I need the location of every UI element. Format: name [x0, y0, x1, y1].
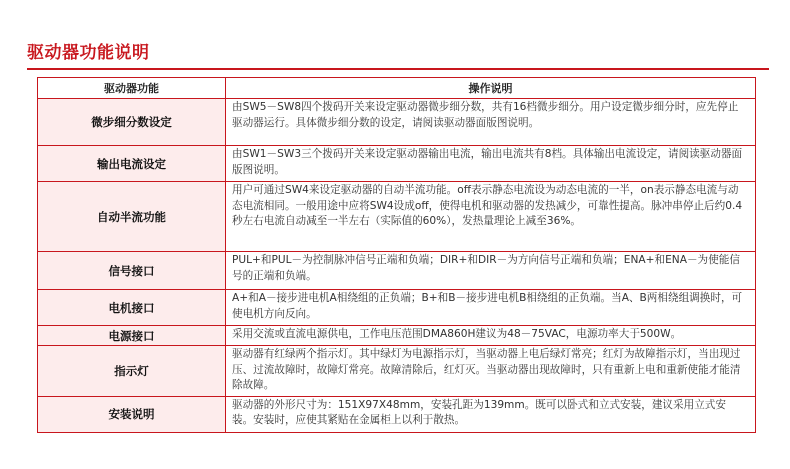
function-label: 自动半流功能 — [38, 182, 226, 252]
table-header-row — [38, 78, 756, 99]
table-row — [38, 146, 756, 182]
table-row — [38, 99, 756, 146]
table-row — [38, 290, 756, 326]
function-label: 电源接口 — [38, 326, 226, 346]
function-description: 由SW5－SW8四个拨码开关来设定驱动器微步细分数，共有16档微步细分。用户设定微步细分时，应先停止驱动器运行。具体微步细分数的设定，请阅读驱动器面版图说明。 — [226, 99, 756, 146]
function-label: 信号接口 — [38, 252, 226, 290]
function-label: 指示灯 — [38, 346, 226, 397]
function-description: PUL+和PUL－为控制脉冲信号正端和负端；DIR+和DIR－为方向信号正端和负端；ENA+和ENA－为使能信号的正端和负端。 — [226, 252, 756, 290]
function-description: 用户可通过SW4来设定驱动器的自动半流功能。off表示静态电流设为动态电流的一半，on表示静态电流与动态电流相同。一般用途中应将SW4设成off，使得电机和驱动器的发热减少，可靠性提高。脉冲串停止后约0.4秒左右电流自动减至一半左右（实际值的60%），发热量理论上减至36%。 — [226, 182, 756, 252]
function-description: 采用交流或直流电源供电，工作电压范围DMA860H建议为48－75VAC，电源功率大于500W。 — [226, 326, 756, 346]
table-row — [38, 182, 756, 252]
function-label: 输出电流设定 — [38, 146, 226, 182]
column-header-description: 操作说明 — [226, 78, 756, 99]
table-row — [38, 396, 756, 432]
function-description: 驱动器有红绿两个指示灯。其中绿灯为电源指示灯，当驱动器上电后绿灯常亮；红灯为故障指示灯，当出现过压、过流故障时，故障灯常亮。故障清除后，红灯灭。当驱动器出现故障时，只有重新上电和重新使能才能清除故障。 — [226, 346, 756, 397]
page-title: 驱动器功能说明 — [27, 43, 150, 63]
column-header-function: 驱动器功能 — [38, 78, 226, 99]
table-row — [38, 252, 756, 290]
function-label: 安装说明 — [38, 396, 226, 432]
title-divider — [27, 68, 769, 70]
table-row — [38, 326, 756, 346]
function-description: 由SW1－SW3三个拨码开关来设定驱动器输出电流，输出电流共有8档。具体输出电流设定，请阅读驱动器面版图说明。 — [226, 146, 756, 182]
function-description: A+和A－接步进电机A相绕组的正负端；B+和B－接步进电机B相绕组的正负端。当A、B两相绕组调换时，可使电机方向反向。 — [226, 290, 756, 326]
function-label: 微步细分数设定 — [38, 99, 226, 146]
function-label: 电机接口 — [38, 290, 226, 326]
table-row — [38, 346, 756, 397]
function-table — [37, 77, 756, 433]
function-description: 驱动器的外形尺寸为：151X97X48mm，安装孔距为139mm。既可以卧式和立式安装，建议采用立式安装。安装时，应使其紧贴在金属柜上以利于散热。 — [226, 396, 756, 432]
